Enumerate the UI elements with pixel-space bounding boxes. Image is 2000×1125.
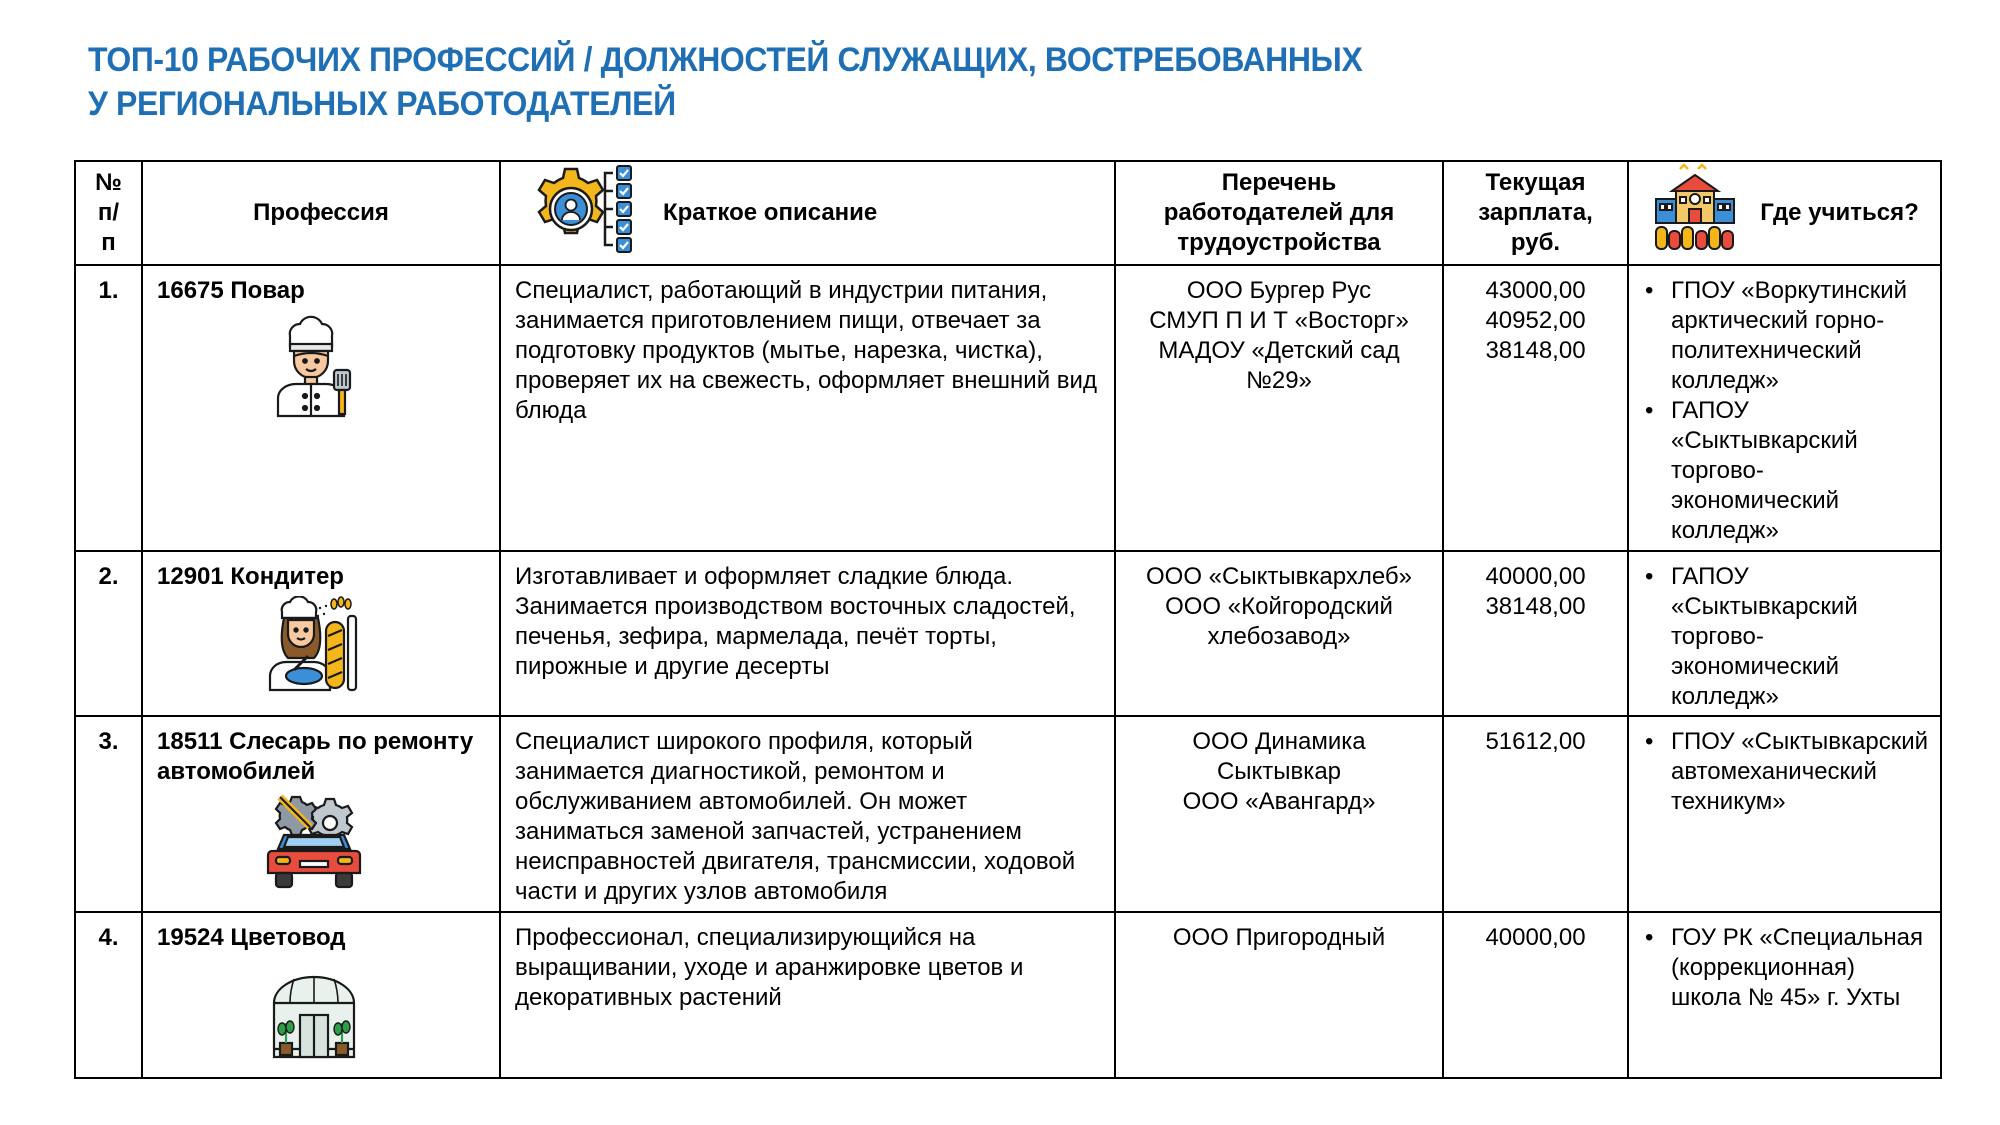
table-row bbox=[75, 551, 1941, 716]
header-employers bbox=[1115, 161, 1443, 265]
car-repair-icon bbox=[266, 789, 362, 905]
profession-name: 18511 Слесарь по ремонту автомобилей bbox=[157, 728, 474, 785]
header-salary-line: зарплата, bbox=[1478, 199, 1593, 226]
header-employers-line: трудоустройства bbox=[1177, 229, 1381, 256]
table-header-row bbox=[75, 161, 1941, 265]
salary-cell bbox=[1443, 912, 1628, 1078]
header-employers-line: Перечень bbox=[1221, 169, 1337, 196]
description-cell: Специалист широкого профиля, который занимается диагностикой, ремонтом и обслуживанием автомобилей. Он может заниматься заменой запчастей, устранением неисправностей двигателя, трансмиссии, ходовой части и других узлов автомобиля bbox=[500, 716, 1115, 912]
education-cell bbox=[1628, 912, 1941, 1078]
profession-cell bbox=[142, 551, 500, 716]
employer: ООО Бургер Рус bbox=[1186, 277, 1372, 304]
description-cell: Изготавливает и оформляет сладкие блюда. Занимается производством восточных сладостей, печенья, зефира, мармелада, печёт торты, пирожные и другие десерты bbox=[500, 551, 1115, 716]
title-line-2: У РЕГИОНАЛЬНЫХ РАБОТОДАТЕЛЕЙ bbox=[88, 85, 676, 123]
title-line-1: ТОП-10 РАБОЧИХ ПРОФЕССИЙ / ДОЛЖНОСТЕЙ СЛУЖАЩИХ, ВОСТРЕБОВАННЫХ bbox=[88, 41, 1363, 79]
header-description-label: Краткое описание bbox=[663, 199, 878, 226]
row-num: 2. bbox=[75, 551, 142, 716]
education-cell bbox=[1628, 551, 1941, 716]
education-item: • ГОУ РК «Специальная (коррекционная) школа № 45» г. Ухты bbox=[1639, 923, 1930, 1013]
education-item: • ГПОУ «Воркутинский арктический горно-политехнический колледж» bbox=[1639, 276, 1930, 396]
gear-checklist-icon bbox=[531, 163, 649, 263]
table-row bbox=[75, 716, 1941, 912]
description-cell: Специалист, работающий в индустрии питания, занимается приготовлением пищи, отвечает за подготовку продуктов (мытье, нарезка, чистка), проверяет их на свежесть, оформляет внешний вид блюда bbox=[500, 265, 1115, 551]
header-salary bbox=[1443, 161, 1628, 265]
header-num bbox=[75, 161, 142, 265]
employer: ООО Пригородный bbox=[1172, 924, 1386, 951]
salary: 40952,00 bbox=[1485, 307, 1586, 334]
header-education-label: Где учиться? bbox=[1760, 199, 1919, 226]
profession-name: 19524 Цветовод bbox=[157, 924, 346, 951]
employer: ООО «Авангард» bbox=[1182, 788, 1376, 815]
header-num-line: № bbox=[95, 169, 122, 196]
education-cell bbox=[1628, 265, 1941, 551]
employer: ООО «Койгородский bbox=[1165, 593, 1393, 620]
header-num-line: п bbox=[101, 229, 116, 256]
education-cell bbox=[1628, 716, 1941, 912]
row-num: 1. bbox=[75, 265, 142, 551]
salary: 40000,00 bbox=[1485, 563, 1586, 590]
profession-cell bbox=[142, 716, 500, 912]
employer: ООО «Сыктывкархлеб» bbox=[1146, 563, 1412, 590]
salary-cell bbox=[1443, 716, 1628, 912]
header-salary-line: Текущая bbox=[1485, 169, 1586, 196]
baker-icon bbox=[264, 596, 364, 700]
profession-cell bbox=[142, 265, 500, 551]
row-num: 3. bbox=[75, 716, 142, 912]
greenhouse-icon bbox=[268, 971, 360, 1067]
table-row bbox=[75, 912, 1941, 1078]
header-salary-line: руб. bbox=[1510, 229, 1561, 256]
professions-table bbox=[74, 160, 1942, 1079]
school-icon bbox=[1650, 163, 1740, 263]
education-item: • ГАПОУ «Сыктывкарский торгово-экономический колледж» bbox=[1639, 396, 1930, 546]
employer: №29» bbox=[1246, 367, 1312, 394]
employers-cell bbox=[1115, 912, 1443, 1078]
header-num-line: п/ bbox=[97, 199, 120, 226]
header-profession: Профессия bbox=[142, 161, 500, 265]
description-cell: Профессионал, специализирующийся на выращивании, уходе и аранжировке цветов и декоративных растений bbox=[500, 912, 1115, 1078]
salary: 38148,00 bbox=[1485, 337, 1586, 364]
education-item: • ГАПОУ «Сыктывкарский торгово-экономический колледж» bbox=[1639, 562, 1930, 712]
salary-cell bbox=[1443, 551, 1628, 716]
salary: 43000,00 bbox=[1485, 277, 1586, 304]
profession-name: 16675 Повар bbox=[157, 277, 305, 304]
profession-name: 12901 Кондитер bbox=[157, 563, 344, 590]
profession-cell bbox=[142, 912, 500, 1078]
employers-cell bbox=[1115, 265, 1443, 551]
table-row bbox=[75, 265, 1941, 551]
salary: 51612,00 bbox=[1485, 728, 1586, 755]
employers-cell bbox=[1115, 716, 1443, 912]
employer: СМУП П И Т «Восторг» bbox=[1149, 307, 1409, 334]
salary-cell bbox=[1443, 265, 1628, 551]
employer: Сыктывкар bbox=[1216, 758, 1342, 785]
employer: хлебозавод» bbox=[1207, 623, 1351, 650]
header-education bbox=[1628, 161, 1941, 265]
employers-cell bbox=[1115, 551, 1443, 716]
employer: ООО Динамика bbox=[1192, 728, 1366, 755]
header-description bbox=[500, 161, 1115, 265]
salary: 40000,00 bbox=[1485, 924, 1586, 951]
employer: МАДОУ «Детский сад bbox=[1158, 337, 1400, 364]
row-num: 4. bbox=[75, 912, 142, 1078]
education-item: • ГПОУ «Сыктывкарский автомеханический техникум» bbox=[1639, 727, 1930, 817]
header-employers-line: работодателей для bbox=[1163, 199, 1395, 226]
page-title bbox=[88, 38, 1686, 126]
salary: 38148,00 bbox=[1485, 593, 1586, 620]
chef-icon bbox=[268, 314, 360, 426]
